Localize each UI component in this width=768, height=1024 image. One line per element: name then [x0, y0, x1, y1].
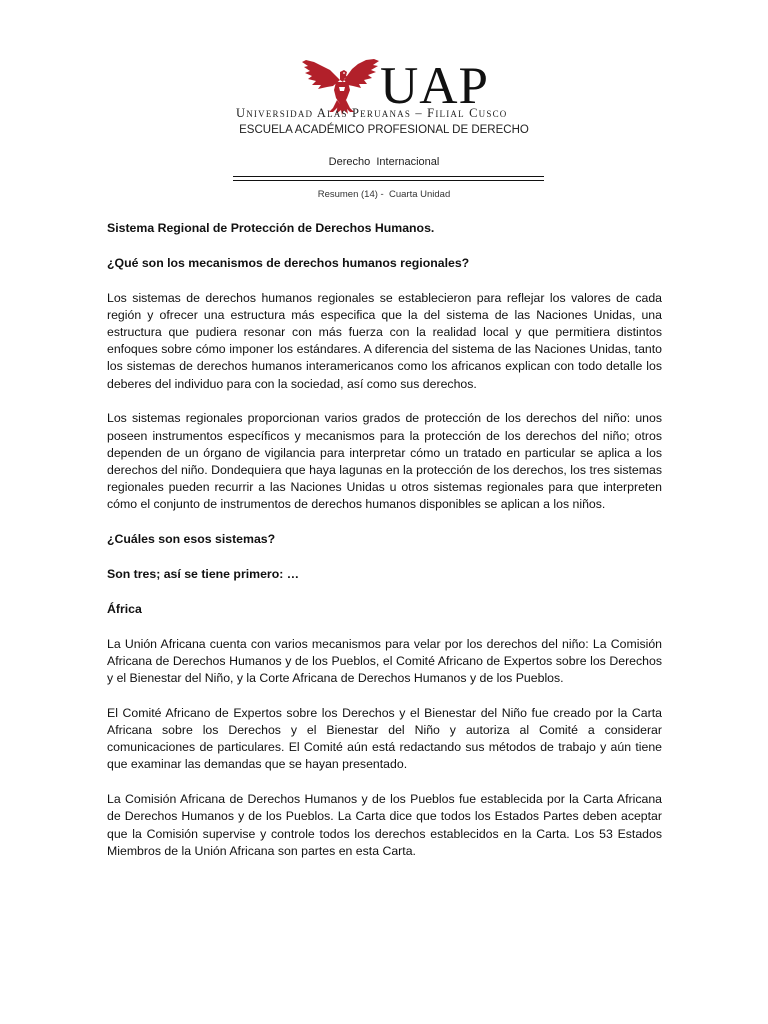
paragraph: Los sistemas de derechos humanos regionales se establecieron para reflejar los valores de cada región y ofrecer una estructura más especifica que la del sistema de las Naciones Unidas, una estructura que pudiera resonar con más fuerza con la realidad local y que permitiera distintos enfoques sobre cómo imponer los estándares. A diferencia del sistema de las Naciones Unidas, tanto los sistemas de derechos humanos interamericanos como los africanos explican con todo detalle los deberes del individuo para con la sociedad, así como sus derechos.: [107, 290, 662, 391]
school-name: ESCUELA ACADÉMICO PROFESIONAL DE DERECHO: [239, 124, 529, 136]
summary-label: Resumen (14) - Cuarta Unidad: [317, 189, 451, 200]
header-divider-thin: [233, 180, 544, 181]
university-name: Universidad Alas Peruanas – Filial Cusco: [236, 106, 508, 120]
region-heading: África: [107, 601, 142, 616]
question-heading: ¿Cuáles son esos sistemas?: [107, 532, 276, 547]
course-subject: Derecho Internacional: [328, 156, 440, 168]
paragraph: Los sistemas regionales proporcionan varios grados de protección de los derechos del niño: unos poseen instrumentos específicos y mecanismos para la protección de los derechos del niño; otros dependen de un órgano de vigilancia para interpretar cómo un tratado en particular se aplica a los derechos del niño. Dondequiera que haya lagunas en la protección de los derechos, los tres sistemas regionales pueden recurrir a las Naciones Unidas u otros sistemas regionales para que interpreten cómo el conjunto de instrumentos de derechos humanos disponibles se aplican a los niños.: [107, 411, 662, 512]
paragraph: La Unión Africana cuenta con varios mecanismos para velar por los derechos del niño: La Comisión Africana de Derechos Humanos y de los Pueblos, el Comité Africano de Expertos sobre los Derechos y el Bienestar del Niño, y la Corte Africana de Derechos Humanos y de los Pueblos.: [107, 636, 662, 686]
section-title: Sistema Regional de Protección de Derechos Humanos.: [107, 221, 435, 235]
question-heading: ¿Qué son los mecanismos de derechos humanos regionales?: [107, 255, 470, 270]
header-divider: [233, 176, 544, 177]
paragraph: La Comisión Africana de Derechos Humanos y de los Pueblos fue establecida por la Carta Africana de Derechos Humanos y de los Pueblos. La Carta dice que todos los Estados Partes deben aceptar que la Comisión supervise y controle todos los derechos establecidos en la Carta. Los 53 Estados Miembros de la Unión Africana son partes en esta Carta.: [107, 792, 662, 858]
logo-wordmark: UAP: [380, 57, 490, 115]
paragraph-intro: Son tres; así se tiene primero: …: [107, 567, 300, 582]
document-header: [0, 0, 768, 210]
paragraph: El Comité Africano de Expertos sobre los Derechos y el Bienestar del Niño fue creado por la Carta Africana sobre los Derechos y el Bienestar del Niño y autoriza al Comité a considerar comunicaciones de particulares. El Comité aún está redactando sus métodos de trabajo y aún tiene que examinar las demandas que se hayan presentado.: [107, 705, 662, 772]
document-body: [107, 220, 662, 878]
